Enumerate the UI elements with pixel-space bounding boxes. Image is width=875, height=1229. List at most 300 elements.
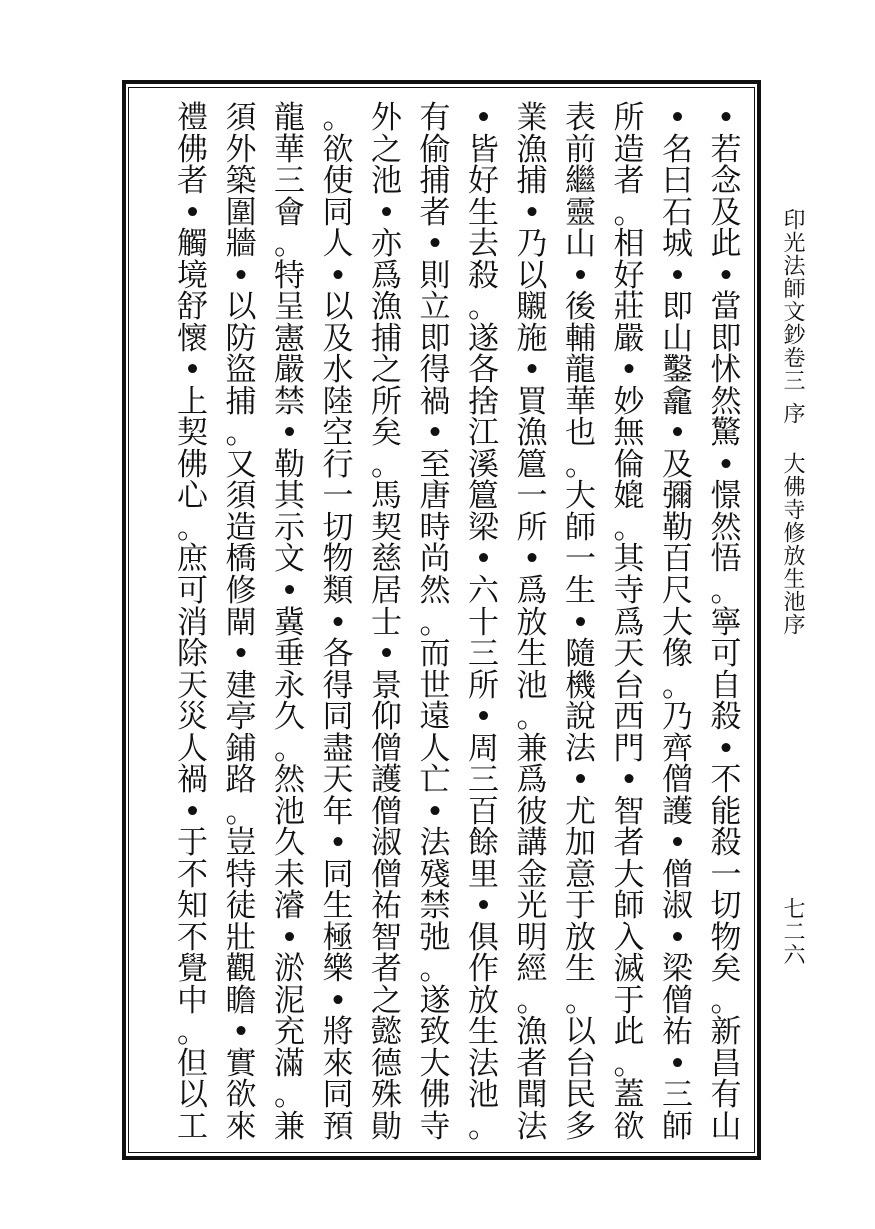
glyph: 寺: [613, 572, 645, 609]
glyph: •: [619, 352, 639, 389]
glyph: 。: [613, 509, 645, 546]
glyph: 捕: [419, 163, 451, 200]
glyph: 然: [710, 383, 742, 420]
glyph: 三: [468, 762, 499, 799]
glyph: 之: [371, 131, 402, 168]
glyph: 除: [177, 636, 208, 673]
glyph: 好: [468, 163, 499, 200]
glyph: 山: [565, 226, 596, 263]
glyph: 曰: [662, 163, 693, 200]
glyph: 久: [274, 825, 305, 862]
glyph: 佛: [177, 446, 208, 483]
text-column: [464, 100, 504, 1145]
glyph: 可: [177, 572, 208, 609]
glyph: 百: [468, 793, 499, 830]
glyph: 台: [613, 667, 645, 704]
text-column: [221, 100, 261, 1145]
glyph: 寧: [710, 604, 742, 641]
glyph: 舒: [177, 289, 208, 326]
glyph: 馬: [371, 478, 402, 515]
glyph: 兼: [516, 730, 548, 767]
glyph: 捕: [225, 383, 257, 420]
glyph: 以: [225, 289, 257, 326]
glyph: 禮: [177, 100, 208, 136]
glyph: 人: [419, 730, 451, 767]
glyph: 池: [468, 1077, 499, 1114]
glyph: 僧: [662, 856, 693, 893]
glyph: 所: [468, 667, 499, 704]
glyph: 充: [274, 1014, 305, 1051]
glyph: 尚: [419, 541, 451, 578]
glyph: 隨: [565, 636, 596, 673]
glyph: 懷: [177, 320, 208, 357]
glyph: 池: [274, 793, 305, 830]
glyph: 民: [565, 1077, 596, 1114]
glyph: 弛: [419, 919, 451, 956]
glyph: 漁: [516, 131, 548, 168]
glyph: 須: [225, 478, 257, 515]
glyph: 空: [322, 415, 354, 452]
glyph: 佛: [419, 1077, 451, 1114]
glyph: 一: [710, 856, 742, 893]
glyph: 所: [516, 509, 548, 546]
glyph: 時: [419, 509, 451, 546]
glyph: 漁: [516, 415, 548, 452]
glyph: 智: [613, 793, 645, 830]
text-column: [658, 100, 698, 1145]
glyph: 濬: [274, 888, 305, 925]
glyph: 莊: [613, 289, 645, 326]
glyph: 築: [225, 163, 257, 200]
glyph: •: [716, 446, 736, 483]
glyph: 工: [177, 1109, 208, 1145]
text-column: [706, 100, 746, 1145]
glyph: 昌: [710, 1045, 742, 1082]
glyph: 行: [322, 446, 354, 483]
glyph: 冀: [274, 604, 305, 641]
glyph: 德: [371, 1045, 402, 1082]
glyph: 殺: [710, 825, 742, 862]
glyph: 法: [565, 730, 596, 767]
glyph: •: [522, 541, 542, 578]
glyph: 觀: [225, 951, 257, 988]
glyph: 切: [710, 888, 742, 925]
glyph: 居: [371, 572, 402, 609]
glyph: 極: [322, 919, 354, 956]
glyph: 造: [225, 509, 257, 546]
glyph: 者: [177, 163, 208, 200]
glyph: 欲: [322, 131, 354, 168]
glyph: 。: [662, 667, 693, 704]
glyph: 自: [710, 667, 742, 704]
glyph: 憲: [274, 320, 305, 357]
glyph: 簄: [468, 478, 499, 515]
glyph: 勒: [274, 446, 305, 483]
glyph: 生: [468, 194, 499, 231]
glyph: 三: [662, 1077, 693, 1114]
glyph: 仰: [371, 699, 402, 736]
glyph: 陸: [322, 383, 354, 420]
glyph: 業: [516, 100, 548, 136]
glyph: 觸: [177, 226, 208, 263]
glyph: 寺: [419, 1109, 451, 1145]
glyph: 天: [613, 636, 645, 673]
glyph: •: [619, 762, 639, 799]
glyph: 人: [322, 226, 354, 263]
glyph: 。: [710, 982, 742, 1019]
page-number: 七二六: [780, 897, 805, 966]
glyph: 說: [565, 699, 596, 736]
glyph: 簄: [516, 446, 548, 483]
glyph: •: [231, 257, 251, 294]
glyph: 鑿: [662, 352, 693, 389]
glyph: 特: [274, 257, 305, 294]
glyph: 機: [565, 667, 596, 704]
glyph: 光: [516, 888, 548, 925]
glyph: 念: [710, 163, 742, 200]
glyph: 禍: [177, 762, 208, 799]
glyph: 以: [516, 257, 548, 294]
glyph: 滿: [274, 1045, 305, 1082]
glyph: 亡: [419, 762, 451, 799]
glyph: •: [668, 825, 687, 862]
glyph: 士: [371, 604, 402, 641]
glyph: 。: [225, 793, 257, 830]
glyph: 生: [565, 951, 596, 988]
glyph: 漁: [516, 1014, 548, 1051]
glyph: 造: [613, 131, 645, 168]
glyph: 文: [274, 541, 305, 578]
glyph: •: [474, 541, 493, 578]
glyph: 者: [613, 825, 645, 862]
glyph: 消: [177, 604, 208, 641]
glyph: 捕: [516, 163, 548, 200]
glyph: 作: [468, 951, 499, 988]
glyph: 偷: [419, 131, 451, 168]
glyph: 來: [322, 1045, 354, 1082]
glyph: 加: [565, 825, 596, 862]
glyph: 齊: [662, 730, 693, 767]
glyph: 生: [516, 636, 548, 673]
glyph: 心: [177, 478, 208, 515]
glyph: •: [231, 1014, 251, 1051]
glyph: 盜: [225, 352, 257, 389]
glyph: 六: [468, 572, 499, 609]
glyph: 大: [613, 856, 645, 893]
glyph: 相: [613, 226, 645, 263]
text-column: [367, 100, 407, 1145]
glyph: 怵: [710, 352, 742, 389]
glyph: 前: [565, 131, 596, 168]
glyph: 後: [565, 289, 596, 326]
glyph: 溪: [468, 446, 499, 483]
glyph: •: [668, 919, 687, 956]
glyph: 修: [225, 572, 257, 609]
glyph: 遠: [419, 699, 451, 736]
glyph: 者: [516, 1045, 548, 1082]
glyph: 一: [565, 541, 596, 578]
glyph: 台: [565, 1045, 596, 1082]
glyph: 。: [613, 194, 645, 231]
glyph: 靈: [565, 194, 596, 231]
glyph: 能: [710, 793, 742, 830]
glyph: 未: [274, 856, 305, 893]
essay-title: 大佛寺修放生池序: [780, 452, 805, 636]
glyph: 名: [662, 131, 693, 168]
glyph: 欲: [225, 1077, 257, 1114]
glyph: •: [377, 636, 396, 673]
glyph: 亭: [225, 699, 257, 736]
glyph: 尺: [662, 572, 693, 609]
glyph: 祐: [662, 1014, 693, 1051]
glyph: 嚴: [613, 320, 645, 357]
glyph: 人: [177, 730, 208, 767]
glyph: 周: [468, 730, 499, 767]
glyph: 百: [662, 541, 693, 578]
glyph: 示: [274, 509, 305, 546]
glyph: 唐: [419, 478, 451, 515]
glyph: 。: [516, 699, 548, 736]
glyph: 無: [613, 415, 645, 452]
glyph: 池: [371, 163, 402, 200]
glyph: •: [425, 226, 445, 263]
glyph: 石: [662, 194, 693, 231]
glyph: 防: [225, 320, 257, 357]
glyph: 禁: [274, 383, 305, 420]
glyph: 類: [322, 572, 354, 609]
glyph: 有: [419, 100, 451, 136]
glyph: •: [183, 352, 202, 389]
book-header: 印光法師文鈔卷三: [780, 208, 805, 392]
glyph: 。: [225, 415, 257, 452]
glyph: 江: [468, 415, 499, 452]
glyph: •: [231, 636, 251, 673]
glyph: •: [474, 100, 493, 136]
glyph: 所: [613, 100, 645, 136]
glyph: 餘: [468, 825, 499, 862]
glyph: •: [716, 100, 736, 136]
glyph: 同: [322, 1077, 354, 1114]
glyph: 生: [565, 572, 596, 609]
glyph: •: [668, 100, 687, 136]
glyph: 里: [468, 856, 499, 893]
glyph: 禁: [419, 888, 451, 925]
glyph: 鋪: [225, 730, 257, 767]
glyph: 。: [468, 289, 499, 326]
glyph: 殊: [371, 1077, 402, 1114]
glyph: 圍: [225, 194, 257, 231]
glyph: 不: [710, 762, 742, 799]
glyph: 僧: [662, 982, 693, 1019]
glyph: 放: [516, 604, 548, 641]
glyph: •: [328, 257, 348, 294]
glyph: 也: [565, 415, 596, 452]
glyph: 。: [516, 982, 548, 1019]
glyph: 乃: [662, 699, 693, 736]
glyph: 各: [468, 352, 499, 389]
glyph: 。: [274, 730, 305, 767]
glyph: 護: [371, 762, 402, 799]
glyph: 以: [177, 1077, 208, 1114]
glyph: 淑: [371, 825, 402, 862]
section-label: 序: [780, 402, 805, 425]
glyph: 西: [613, 699, 645, 736]
glyph: •: [183, 194, 202, 231]
glyph: 契: [371, 509, 402, 546]
glyph: 天: [177, 667, 208, 704]
glyph: 輔: [565, 320, 596, 357]
glyph: 表: [565, 100, 596, 136]
glyph: 此: [710, 226, 742, 263]
glyph: 懿: [371, 1014, 402, 1051]
glyph: 皆: [468, 131, 499, 168]
glyph: 買: [516, 383, 548, 420]
glyph: 勒: [662, 509, 693, 546]
glyph: 切: [322, 509, 354, 546]
glyph: •: [522, 352, 542, 389]
glyph: 大: [419, 1045, 451, 1082]
glyph: 不: [177, 919, 208, 956]
glyph: 僧: [662, 762, 693, 799]
glyph: 一: [322, 478, 354, 515]
glyph: 其: [274, 478, 305, 515]
glyph: 矣: [710, 951, 742, 988]
glyph: 即: [662, 289, 693, 326]
glyph: 即: [710, 320, 742, 357]
glyph: 。: [565, 982, 596, 1019]
glyph: 須: [225, 100, 257, 136]
glyph: 。: [274, 1077, 305, 1114]
glyph: 聞: [516, 1077, 548, 1114]
glyph: 樂: [322, 951, 354, 988]
glyph: 。: [322, 100, 354, 136]
glyph: 華: [274, 131, 305, 168]
glyph: •: [668, 1045, 687, 1082]
glyph: 。: [274, 226, 305, 263]
glyph: 則: [419, 257, 451, 294]
text-column: [415, 100, 455, 1145]
glyph: 山: [710, 1109, 742, 1145]
glyph: 經: [516, 951, 548, 988]
glyph: 殺: [468, 257, 499, 294]
glyph: 之: [371, 352, 402, 389]
glyph: 淤: [274, 951, 305, 988]
glyph: •: [474, 699, 493, 736]
glyph: 壯: [225, 919, 257, 956]
glyph: •: [571, 604, 590, 641]
glyph: 及: [322, 320, 354, 357]
glyph: 意: [565, 856, 596, 893]
text-column: [512, 100, 552, 1145]
glyph: 驚: [710, 415, 742, 452]
glyph: 久: [274, 699, 305, 736]
glyph: 。: [613, 1045, 645, 1082]
glyph: 天: [322, 762, 354, 799]
glyph: 覺: [177, 951, 208, 988]
text-column: [270, 100, 310, 1145]
glyph: 俱: [468, 919, 499, 956]
glyph: 于: [177, 825, 208, 862]
glyph: 者: [419, 194, 451, 231]
glyph: •: [280, 572, 299, 609]
glyph: 契: [177, 415, 208, 452]
glyph: 將: [322, 1014, 354, 1051]
glyph: 門: [613, 730, 645, 767]
glyph: 來: [225, 1109, 257, 1145]
glyph: 景: [371, 667, 402, 704]
glyph: 然: [419, 572, 451, 609]
glyph: •: [280, 415, 299, 452]
glyph: 禍: [419, 383, 451, 420]
glyph: 有: [710, 1077, 742, 1114]
glyph: 像: [662, 636, 693, 673]
glyph: 祐: [371, 888, 402, 925]
glyph: 淑: [662, 888, 693, 925]
glyph: 預: [322, 1109, 354, 1145]
glyph: 中: [177, 982, 208, 1019]
glyph: 生: [468, 1014, 499, 1051]
glyph: 佛: [177, 131, 208, 168]
glyph: 垂: [274, 636, 305, 673]
glyph: 捕: [371, 320, 402, 357]
glyph: 彌: [662, 478, 693, 515]
glyph: 悟: [710, 541, 742, 578]
glyph: 憬: [710, 478, 742, 515]
glyph: 放: [468, 982, 499, 1019]
glyph: 池: [516, 667, 548, 704]
glyph: 者: [613, 163, 645, 200]
glyph: 一: [516, 478, 548, 515]
glyph: 殺: [710, 699, 742, 736]
glyph: 欲: [613, 1109, 645, 1145]
glyph: 漁: [371, 289, 402, 326]
glyph: 但: [177, 1045, 208, 1082]
glyph: 外: [371, 100, 402, 136]
glyph: 同: [322, 194, 354, 231]
glyph: 法: [419, 825, 451, 862]
glyph: 豈: [225, 825, 257, 862]
glyph: •: [377, 194, 396, 231]
glyph: 生: [322, 888, 354, 925]
glyph: 僧: [371, 730, 402, 767]
glyph: 上: [177, 383, 208, 420]
glyph: 金: [516, 856, 548, 893]
glyph: 若: [710, 131, 742, 168]
glyph: 所: [371, 383, 402, 420]
glyph: 尤: [565, 793, 596, 830]
glyph: 大: [662, 604, 693, 641]
glyph: 即: [419, 320, 451, 357]
glyph: 可: [710, 636, 742, 673]
glyph: 當: [710, 289, 742, 326]
glyph: 得: [322, 667, 354, 704]
glyph: 。: [468, 1109, 499, 1145]
glyph: 爲: [613, 604, 645, 641]
glyph: 遂: [419, 982, 451, 1019]
glyph: 不: [177, 856, 208, 893]
glyph: 立: [419, 289, 451, 326]
glyph: 䞋: [516, 289, 548, 326]
glyph: 龍: [274, 100, 305, 136]
glyph: 師: [613, 888, 645, 925]
glyph: 爲: [371, 257, 402, 294]
glyph: 同: [322, 856, 354, 893]
text-column: [609, 100, 649, 1145]
glyph: 此: [613, 1014, 645, 1051]
glyph: 嚴: [274, 352, 305, 389]
text-column: [561, 100, 601, 1145]
glyph: 滅: [613, 951, 645, 988]
